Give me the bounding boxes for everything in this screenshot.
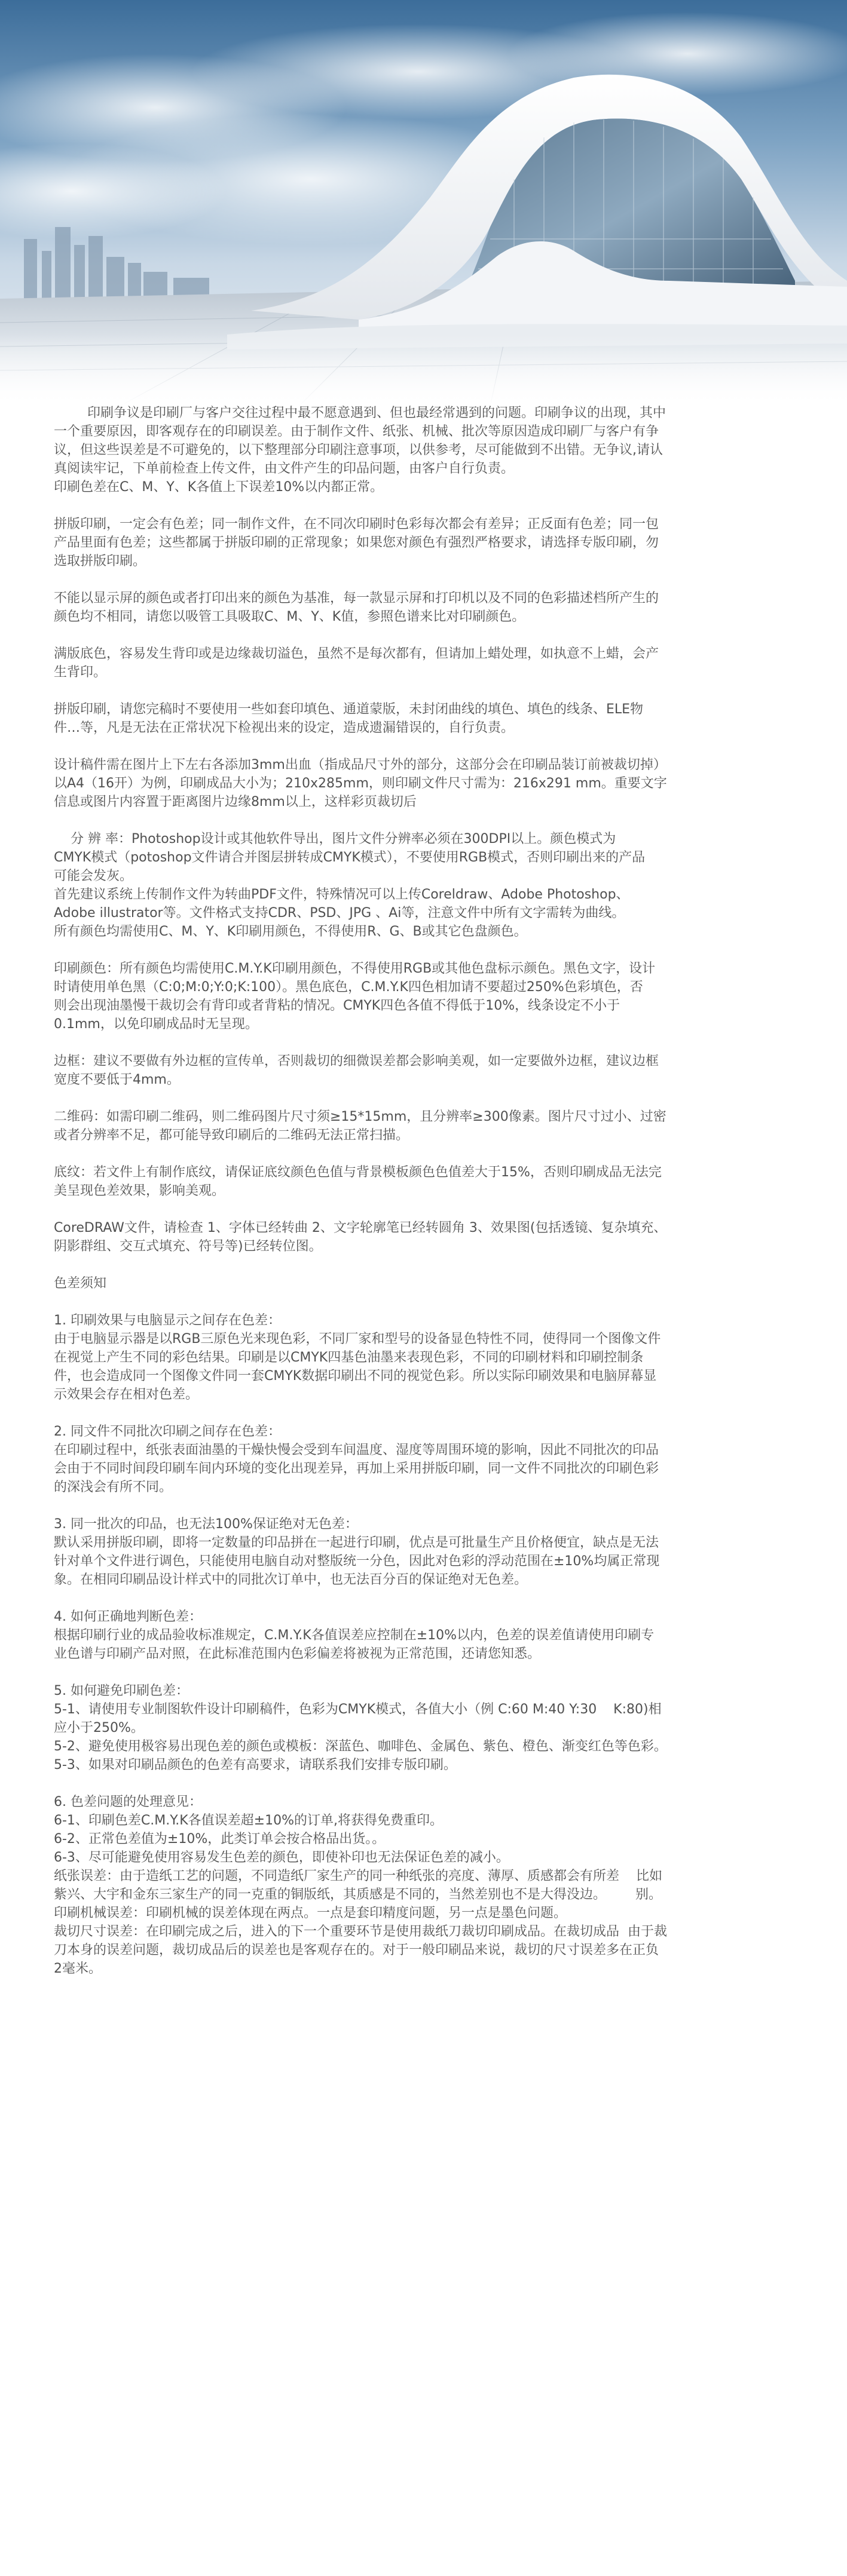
- text-line: 6-2、正常色差值为±10%，此类订单会按合格品出货。。: [54, 1832, 386, 1847]
- text-line: 0.1mm，以免印刷成品时无呈现。: [54, 1017, 258, 1032]
- text-line: 示效果会存在相对色差。: [54, 1387, 199, 1402]
- paragraph: [54, 700, 795, 737]
- text-line: 5. 如何避免印刷色差：: [54, 1683, 189, 1698]
- paragraph: [54, 959, 795, 1034]
- text-line: 满版底色，容易发生背印或是边缘裁切溢色，虽然不是每次都有，但请加上蜡处理，如执意不上蜡，会产: [54, 646, 659, 661]
- paragraph: [54, 1108, 795, 1145]
- text-line: 信息或图片内容置于距离图片边缘8mm以上，这样彩页裁切后: [54, 795, 417, 809]
- text-line: 底纹：若文件上有制作底纹，请保证底纹颜色色值与背景模板颜色色值差大于15%，否则印刷成品无法完: [54, 1165, 662, 1180]
- text-line: 印刷机械误差：印刷机械的误差体现在两点。一点是套印精度问题，另一点是墨色问题。: [54, 1906, 567, 1921]
- text-line: 二维码：如需印刷二维码，则二维码图片尺寸须≥15*15mm，且分辨率≥300像素。图片尺寸过小、过密: [54, 1109, 666, 1124]
- paragraph-spacer: [54, 1256, 795, 1274]
- text-line: 一个重要原因，即客观存在的印刷误差。由于制作文件、纸张、机械、批次等原因造成印刷厂与客户有争: [54, 424, 659, 439]
- paragraph-spacer: [54, 737, 795, 756]
- text-line: 6. 色差问题的处理意见：: [54, 1795, 202, 1810]
- text-line: 印刷颜色：所有颜色均需使用C.M.Y.K印刷用颜色，不得使用RGB或其他色盘标示颜色。黑色文字，设计: [54, 961, 656, 976]
- text-line: 时请使用单色黑（C:0;M:0;Y:0;K:100）。黑色底色，C.M.Y.K四色相加请不要超过250%色彩填色，否: [54, 980, 643, 995]
- paragraph: [54, 1274, 795, 1293]
- paragraph: [54, 1793, 795, 1978]
- text-line: 生背印。: [54, 665, 107, 680]
- text-line: 分 辨 率：Photoshop设计或其他软件导出，图片文件分辨率必须在300DPI以上。颜色模式为: [54, 832, 616, 847]
- text-line: 产品里面有色差；这些都属于拼版印刷的正常现象；如果您对颜色有强烈严格要求，请选择专版印刷，勿: [54, 535, 659, 550]
- paragraph-spacer: [54, 1034, 795, 1052]
- text-line: 默认采用拼版印刷，即将一定数量的印品拼在一起进行印刷，优点是可批量生产且价格便宜，缺点是无法: [54, 1535, 659, 1550]
- text-line: 由于电脑显示器是以RGB三原色光来现色彩，不同厂家和型号的设备显色特性不同，使得同一个图像文件: [54, 1332, 661, 1347]
- paragraph-spacer: [54, 1145, 795, 1163]
- text-line: Adobe illustrator等。文件格式支持CDR、PSD、JPG 、Ai等，注意文件中所有文字需转为曲线。: [54, 906, 625, 921]
- text-line: 3. 同一批次的印品，也无法100%保证绝对无色差：: [54, 1517, 358, 1532]
- text-line: 或者分辨率不足，都可能导致印刷后的二维码无法正常扫描。: [54, 1128, 409, 1143]
- text-line: 可能会发灰。: [54, 869, 133, 884]
- text-line: 5-3、如果对印刷品颜色的色差有高要求，请联系我们安排专版印刷。: [54, 1758, 457, 1772]
- paragraph: [54, 1219, 795, 1256]
- paragraph-spacer: [54, 1089, 795, 1108]
- paragraph-spacer: [54, 941, 795, 959]
- paragraph: [54, 404, 795, 496]
- paragraph-spacer: [54, 1293, 795, 1311]
- paragraph: [54, 1422, 795, 1496]
- text-line: 拼版印刷，请您完稿时不要使用一些如套印填色、通道蒙版，未封闭曲线的填色、填色的线条、ELE物: [54, 702, 644, 717]
- paragraph: [54, 1515, 795, 1589]
- text-line: 颜色均不相同，请您以吸管工具吸取C、M、Y、K值，参照色谱来比对印刷颜色。: [54, 609, 525, 624]
- text-line: 1. 印刷效果与电脑显示之间存在色差：: [54, 1313, 281, 1328]
- text-line: 印刷色差在C、M、Y、K各值上下误差10%以内都正常。: [54, 480, 384, 495]
- text-line: 宽度不要低于4mm。: [54, 1072, 180, 1087]
- text-line: 色差须知: [54, 1276, 107, 1291]
- paragraph: [54, 830, 795, 941]
- text-line: 2毫米。: [54, 1961, 102, 1976]
- paragraph: [54, 1311, 795, 1404]
- text-line: 拼版印刷，一定会有色差；同一制作文件，在不同次印刷时色彩每次都会有差异；正反面有色差；同一包: [54, 517, 659, 532]
- paragraph-spacer: [54, 811, 795, 830]
- text-line: 2. 同文件不同批次印刷之间存在色差：: [54, 1424, 281, 1439]
- paragraph: [54, 589, 795, 626]
- paragraph-spacer: [54, 682, 795, 700]
- paragraph: [54, 1608, 795, 1663]
- paragraph-spacer: [54, 1663, 795, 1682]
- text-line: 业色谱与印刷产品对照，在此标准范围内色彩偏差将被视为正常范围，还请您知悉。: [54, 1646, 541, 1661]
- text-line: 6-3、尽可能避免使用容易发生色差的颜色，即使补印也无法保证色差的减小。: [54, 1850, 509, 1865]
- text-line: 阴影群组、交互式填充、符号等)已经转位图。: [54, 1239, 322, 1254]
- paragraph: [54, 1163, 795, 1200]
- text-line: 件，也会造成同一个图像文件同一套CMYK数据印刷出不同的视觉色彩。所以实际印刷效果和电脑屏幕显: [54, 1369, 657, 1384]
- paragraph: [54, 1682, 795, 1774]
- text-line: 不能以显示屏的颜色或者打印出来的颜色为基准，每一款显示屏和打印机以及不同的色彩描述档所产生的: [54, 591, 659, 606]
- text-line: 的深浅会有所不同。: [54, 1480, 173, 1495]
- paragraph: [54, 645, 795, 682]
- text-line: 紫兴、大宇和金东三家生产的同一克重的铜版纸，其质感是不同的，当然差别也不是大得没边。 别。: [54, 1887, 662, 1902]
- paragraph-spacer: [54, 1774, 795, 1793]
- text-line: 在印刷过程中，纸张表面油墨的干燥快慢会受到车间温度、湿度等周围环境的影响，因此不同批次的印品: [54, 1443, 659, 1458]
- text-line: 首先建议系统上传制作文件为转曲PDF文件，特殊情况可以上传Coreldraw、Adobe Photoshop、: [54, 887, 629, 902]
- text-line: 议，但这些误差是不可避免的，以下整理部分印刷注意事项，以供参考，尽可能做到不出错。无争议,请认: [54, 443, 663, 458]
- paragraph-spacer: [54, 496, 795, 515]
- hero-banner-image: [0, 0, 847, 406]
- text-line: 裁切尺寸误差：在印刷完成之后，进入的下一个重要环节是使用裁纸刀裁切印刷成品。在裁切成品 由于裁: [54, 1924, 667, 1939]
- text-line: 应小于250%。: [54, 1721, 144, 1735]
- text-line: 5-1、请使用专业制图软件设计印刷稿件，色彩为CMYK模式，各值大小（例 C:60 M:40 Y:30 K:80)相: [54, 1702, 662, 1717]
- text-line: 以A4（16开）为例，印刷成品大小为；210x285mm，则印刷文件尺寸需为：216x291 mm。重要文字: [54, 776, 667, 791]
- paragraph-spacer: [54, 571, 795, 589]
- text-line: 5-2、避免使用极容易出现色差的颜色或模板：深蓝色、咖啡色、金属色、紫色、橙色、渐变红色等色彩。: [54, 1739, 667, 1754]
- text-line: 件…等，凡是无法在正常状况下检视出来的设定，造成遗漏错误的，自行负责。: [54, 720, 515, 735]
- text-line: 选取拼版印刷。: [54, 554, 146, 569]
- text-line: 象。在相同印刷品设计样式中的同批次订单中，也无法百分百的保证绝对无色差。: [54, 1572, 528, 1587]
- paragraph-spacer: [54, 1404, 795, 1422]
- paragraph-spacer: [54, 1589, 795, 1608]
- text-line: 美呈现色差效果，影响美观。: [54, 1183, 225, 1198]
- text-line: 4. 如何正确地判断色差：: [54, 1609, 202, 1624]
- text-line: 根据印刷行业的成品验收标准规定，C.M.Y.K各值误差应控制在±10%以内，色差的误差值请使用印刷专: [54, 1628, 655, 1643]
- text-line: 所有颜色均需使用C、M、Y、K印刷用颜色，不得使用R、G、B或其它色盘颜色。: [54, 924, 527, 939]
- paragraph-spacer: [54, 626, 795, 645]
- text-line: 则会出现油墨慢干裁切会有背印或者背粘的情况。CMYK四色各值不得低于10%，线条设定不小于: [54, 998, 620, 1013]
- paragraph: [54, 756, 795, 811]
- text-line: 真阅读牢记，下单前检查上传文件，由文件产生的印品问题，由客户自行负责。: [54, 461, 515, 476]
- text-line: 6-1、印刷色差C.M.Y.K各值误差超±10%的订单,将获得免费重印。: [54, 1813, 443, 1828]
- text-line: CoreDRAW文件，请检查 1、字体已经转曲 2、文字轮廓笔已经转圆角 3、效果图(包括透镜、复杂填充、: [54, 1220, 667, 1235]
- text-line: 边框：建议不要做有外边框的宣传单，否则裁切的细微误差都会影响美观，如一定要做外边框，建议边框: [54, 1054, 659, 1069]
- paragraph-spacer: [54, 1496, 795, 1515]
- paragraph: [54, 515, 795, 571]
- text-line: CMYK模式（potoshop文件请合并图层拼转成CMYK模式），不要使用RGB模式，否则印刷出来的产品: [54, 850, 646, 865]
- text-line: 印刷争议是印刷厂与客户交往过程中最不愿意遇到、但也最经常遇到的问题。印刷争议的出现，其中: [54, 406, 666, 421]
- text-line: 针对单个文件进行调色，只能使用电脑自动对整版统一分色，因此对色彩的浮动范围在±10%均属正常现: [54, 1554, 660, 1569]
- paragraph: [54, 1052, 795, 1089]
- text-line: 刀本身的误差问题，裁切成品后的误差也是客观存在的。对于一般印刷品来说，裁切的尺寸误差多在正负: [54, 1943, 659, 1958]
- paragraph-spacer: [54, 1200, 795, 1219]
- text-line: 在视觉上产生不同的彩色结果。印刷是以CMYK四基色油墨来表现色彩，不同的印刷材料和印刷控制条: [54, 1350, 644, 1365]
- text-line: 会由于不同时间段印刷车间内环境的变化出现差异，再加上采用拼版印刷，同一文件不同批次的印刷色彩: [54, 1461, 659, 1476]
- text-line: 设计稿件需在图片上下左右各添加3mm出血（指成品尺寸外的部分，这部分会在印刷品装订前被裁切掉）: [54, 758, 666, 772]
- text-line: 纸张误差：由于造纸工艺的问题，不同造纸厂家生产的同一种纸张的亮度、薄厚、质感都会有所差 比如: [54, 1869, 662, 1884]
- article-body: [54, 404, 795, 1978]
